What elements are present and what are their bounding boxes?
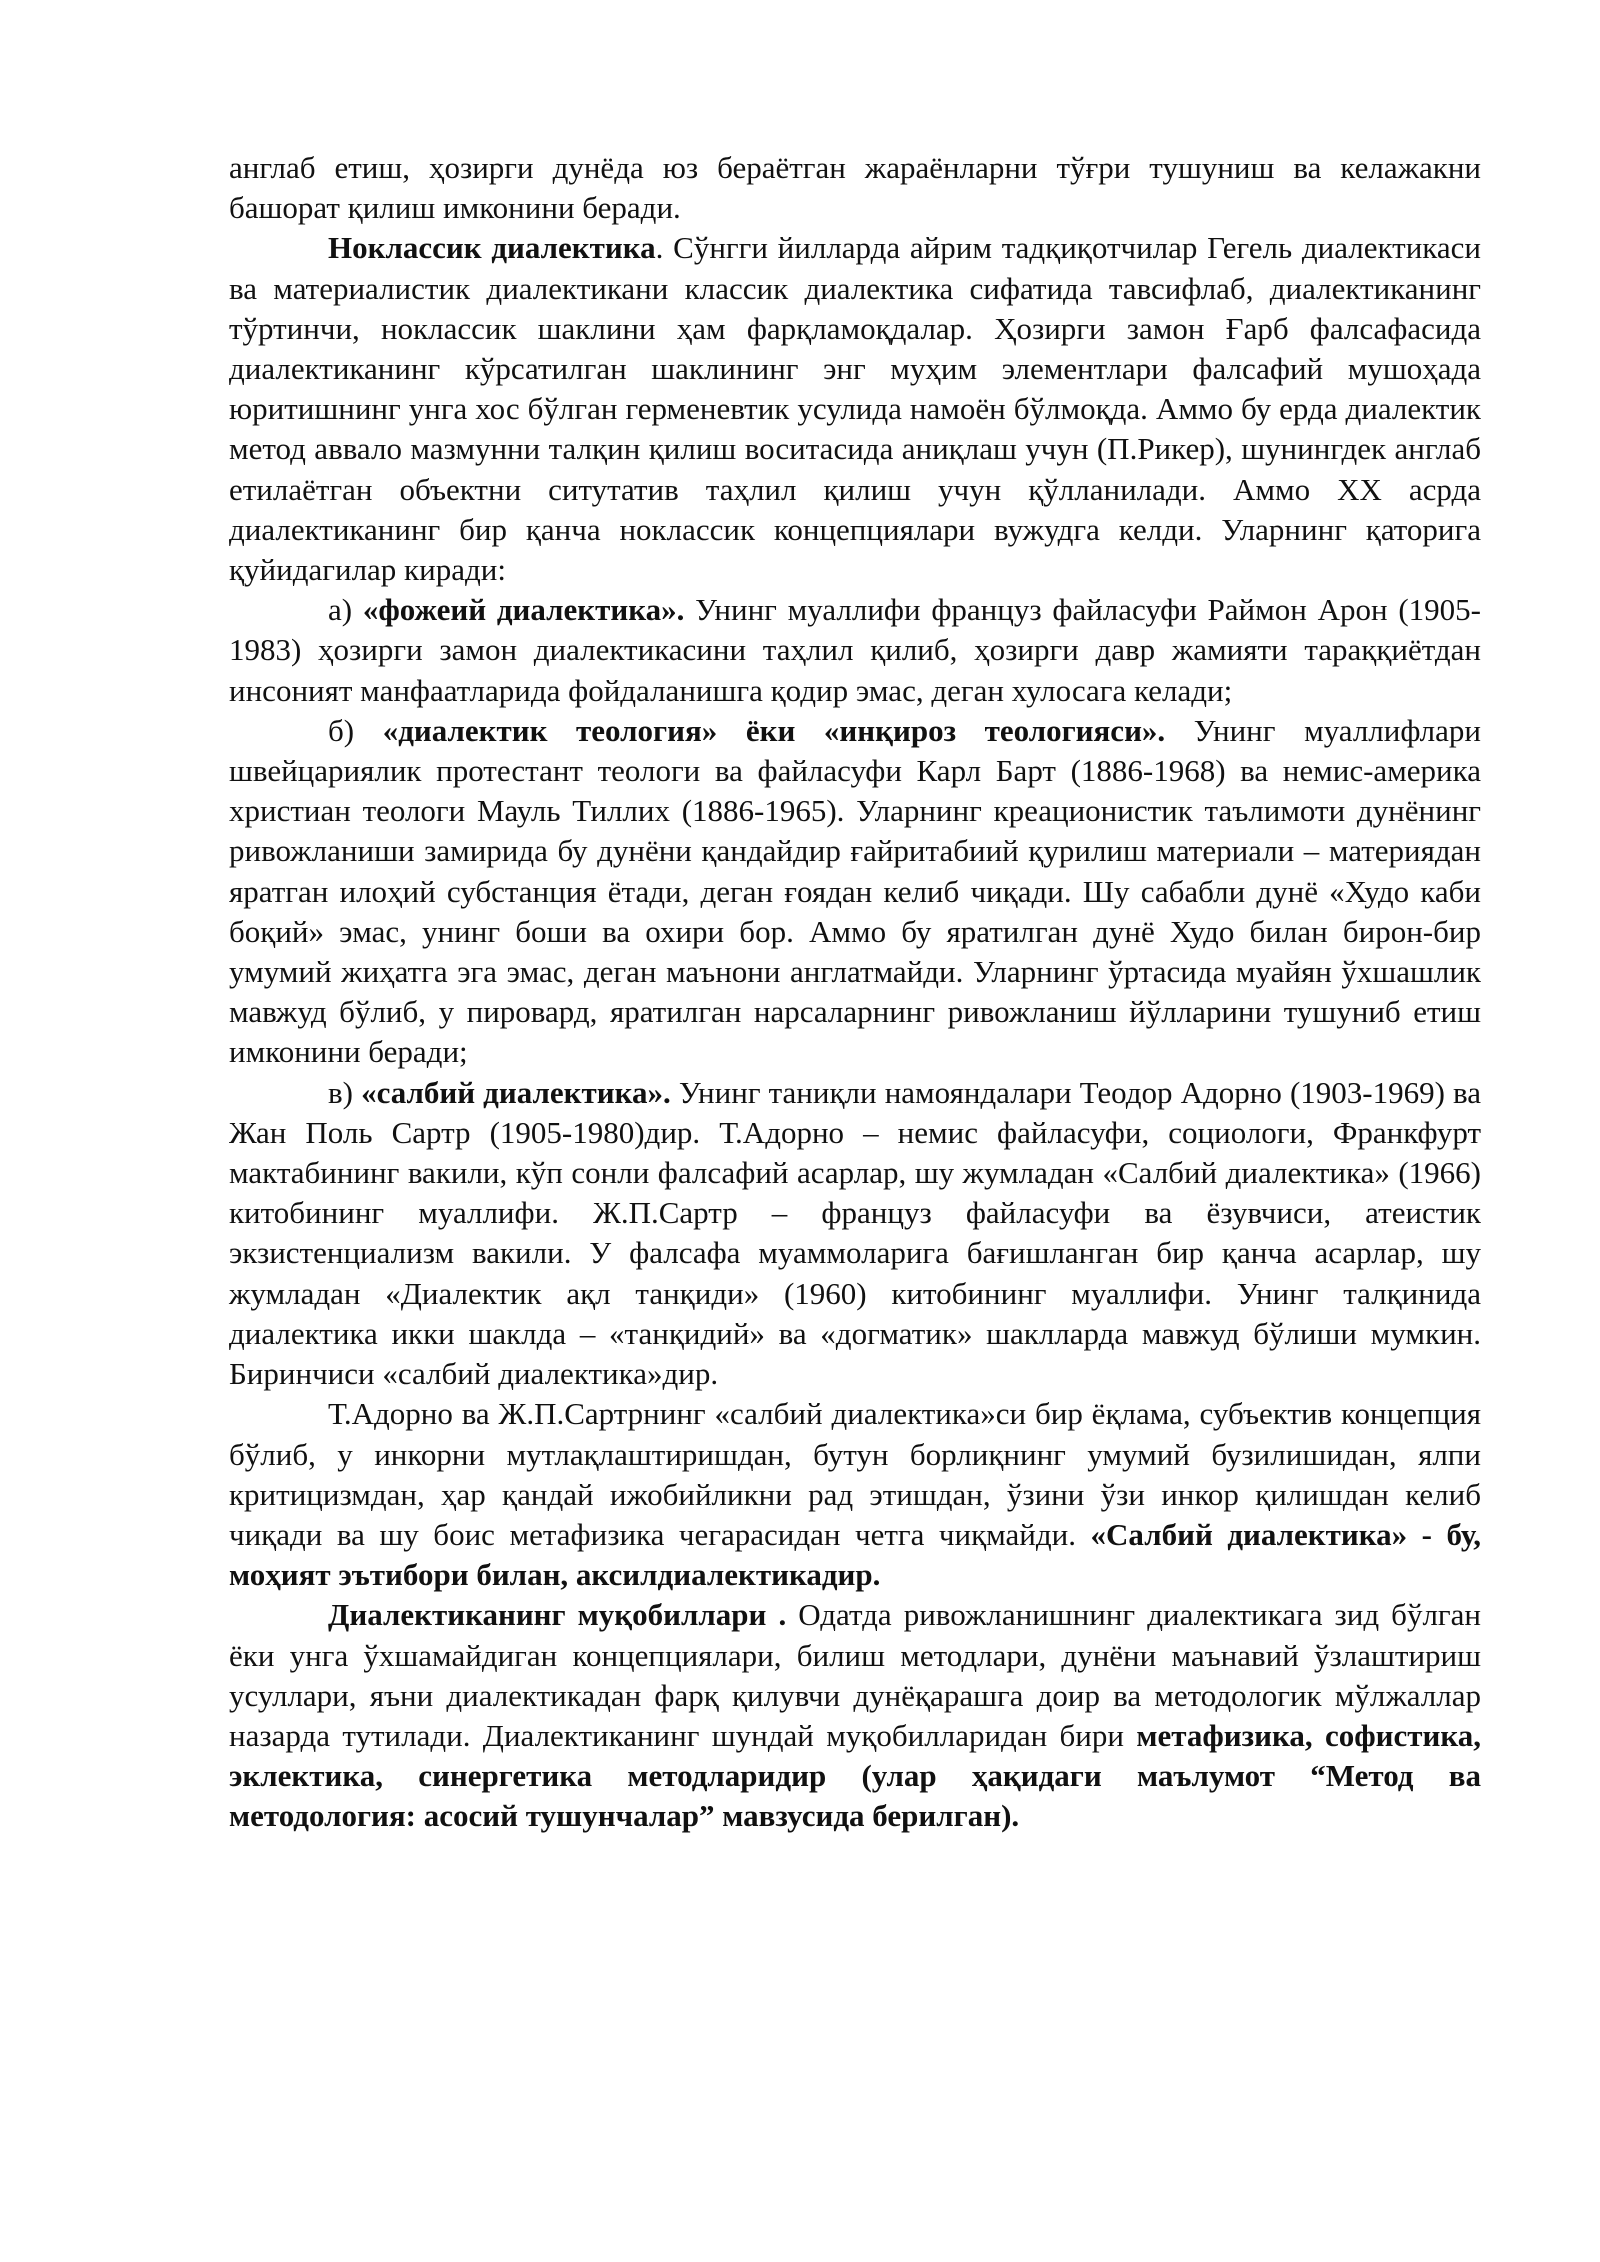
term-negative-dialectics: «салбий диалектика». [361,1074,671,1110]
list-marker: в) [328,1074,362,1110]
paragraph-tragic-dialectics [229,590,1481,711]
paragraph-negative-dialectics [229,1073,1481,1395]
text-segment: Т.Адорно ва Ж.П.Сартрнинг «салбий диалектика»си бир ёқлама, субъектив концепция бўлиб, у инкорни мутлақлаштиришдан, бутун борлиқнинг умумий бузилишидан, ялпи критицизмдан, ҳар қандай ижобийликни рад этишдан, ўзини ўзи инкор қилишдан келиб чиқади ва шу боис метафизика чегарасидан четга чиқмайди. [229,1396,1481,1552]
term-methods-list: метафизика, софистика, эклектика, синергетика методларидир (улар ҳақидаги маълумот “Метод ва методология: асосий тушунчалар” мавзусида берилган). [229,1717,1482,1834]
term-tragic-dialectics: «фожеий диалектика». [362,592,685,628]
paragraph-nonclassical-dialectics [229,228,1481,590]
paragraph-continuation [229,148,1481,228]
heading-nonclassical-dialectics: Ноклассик диалектика [328,230,656,266]
text-segment: Одатда ривожланишнинг диалектикага зид бўлган ёки унга ўхшамайдиган концепциялари, билиш методлари, дунёни маънавий ўзлаштириш усуллари, яъни диалектикадан фарқ қилувчи дунёқарашга доир ва методологик мўлжаллар назарда тутилади. Диалектиканинг шундай муқобилларидан бири [229,1597,1481,1753]
text-segment: Унинг таниқли намояндалари Теодор Адорно (1903-1969) ва Жан Поль Сартр (1905-1980)дир. Т.Адорно – немис файласуфи, социологи, Франкфурт мактабининг вакили, кўп сонли фалсафий асарлар, шу жумладан «Салбий диалектика» (1966) китобининг муаллифи. Ж.П.Сартр – француз файласуфи ва ёзувчиси, атеистик экзистенциализм вакили. У фалсафа муаммоларига бағишланган бир қанча асарлар, шу жумладан «Диалектик ақл танқиди» (1960) китобининг муаллифи. Унинг талқинида диалектика икки шаклда – «танқидий» ва «догматик» шаклларда мавжуд бўлиши мумкин. Биринчиси «салбий диалектика»дир. [229,1074,1481,1392]
list-marker: а) [328,592,363,628]
paragraph-adorno-sartre [229,1394,1481,1595]
document-body [229,148,1481,1837]
term-dialectical-theology: «диалектик теология» ёки «инқироз теологияси». [382,712,1166,748]
paragraph-dialectical-theology [229,711,1481,1073]
conclusion-anti-dialectics: «Салбий диалектика» - бу, моҳият эътибори билан, аксилдиалектикадир. [229,1516,1481,1593]
heading-alternatives: Диалектиканинг муқобиллари . [328,1597,787,1633]
list-marker: б) [328,712,383,748]
text-segment: Унинг муаллифлари швейцариялик протестант теологи ва файласуфи Карл Барт (1886-1968) ва немис-америка христиан теологи Мауль Тиллих (1886-1965). Уларнинг креационистик таълимоти дунёнинг ривожланиши замирида бу дунёни қандайдир ғайритабиий қурилиш материали – материядан яратган илоҳий субстанция ётади, деган ғоядан келиб чиқади. Шу сабабли дунё «Худо каби боқий» эмас, унинг боши ва охири бор. Аммо бу яратилган дунё Худо билан бирон-бир умумий жиҳатга эга эмас, деган маънони англатмайди. Уларнинг ўртасида муайян ўхшашлик мавжуд бўлиб, у пировард, яратилган нарсаларнинг ривожланиш йўлларини тушуниб етиш имконини беради; [229,712,1481,1070]
text-segment: англаб етиш, ҳозирги дунёда юз бераётган жараёнларни тўғри тушуниш ва келажакни башорат қилиш имконини беради. [229,150,1481,226]
text-segment: . Сўнгги йилларда айрим тадқиқотчилар Гегель диалектикаси ва материалистик диалектикани классик диалектика сифатида тавсифлаб, диалектиканинг тўртинчи, ноклассик шаклини ҳам фарқламоқдалар. Ҳозирги замон Ғарб фалсафасида диалектиканинг кўрсатилган шаклининг энг муҳим элементлари фалсафий мушоҳада юритишнинг унга хос бўлган герменевтик усулида намоён бўлмоқда. Аммо бу ерда диалектик метод аввало мазмунни талқин қилиш воситасида аниқлаш учун (П.Рикер), шунингдек англаб етилаётган объектни ситутатив таҳлил қилиш учун қўлланилади. Аммо XX асрда диалектиканинг бир қанча ноклассик концепциялари вужудга келди. Уларнинг қаторига қуйидагилар киради: [229,230,1481,588]
paragraph-alternatives [229,1595,1481,1836]
text-segment: Унинг муаллифи француз файласуфи Раймон Арон (1905-1983) ҳозирги замон диалектикасини таҳлил қилиб, ҳозирги давр жамияти тараққиётдан инсоният манфаатларида фойдаланишга қодир эмас, деган хулосага келади; [229,592,1481,708]
